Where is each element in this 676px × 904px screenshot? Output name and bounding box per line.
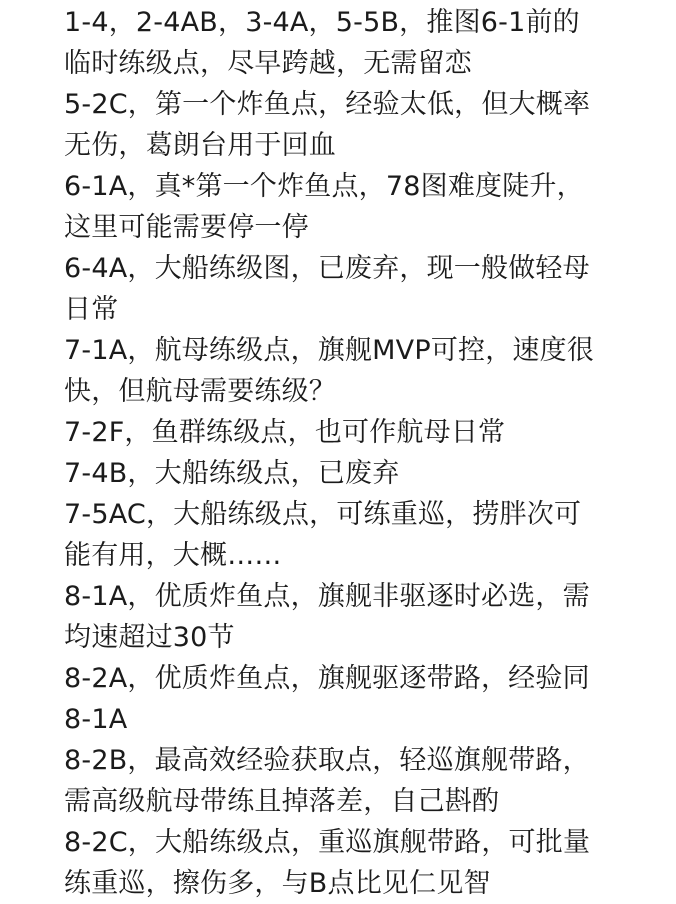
text-line: 临时练级点，尽早跨越，无需留恋 xyxy=(64,48,472,79)
text-line: 快，但航母需要练级？ xyxy=(64,376,336,407)
text-document xyxy=(64,2,670,904)
text-line: 5-2C，第一个炸鱼点，经验太低，但大概率 xyxy=(64,89,591,120)
text-line: 7-5AC，大船练级点，可练重巡，捞胖次可 xyxy=(64,499,582,530)
text-line: 7-4B，大船练级点，已废弃 xyxy=(64,458,400,489)
text-line: 日常 xyxy=(64,294,119,325)
text-line: 无伤，葛朗台用于回血 xyxy=(64,130,336,161)
text-line: 练重巡，擦伤多，与B点比见仁见智 xyxy=(64,868,491,899)
text-line: 这里可能需要停一停 xyxy=(64,212,309,243)
text-line: 8-1A xyxy=(64,704,128,735)
text-line: 8-2C，大船练级点，重巡旗舰带路，可批量 xyxy=(64,827,591,858)
text-line: 需高级航母带练且掉落差，自己斟酌 xyxy=(64,786,500,817)
text-line: 6-1A，真*第一个炸鱼点，78图难度陡升， xyxy=(64,171,584,202)
text-line: 8-2B，最高效经验获取点，轻巡旗舰带路， xyxy=(64,745,590,776)
text-line: 8-1A，优质炸鱼点，旗舰非驱逐时必选，需 xyxy=(64,581,590,612)
text-line: 均速超过30节 xyxy=(64,622,235,653)
text-line: 7-2F，鱼群练级点，也可作航母日常 xyxy=(64,417,506,448)
text-line: 6-4A，大船练级图，已废弃，现一般做轻母 xyxy=(64,253,590,284)
text-line: 8-2A，优质炸鱼点，旗舰驱逐带路，经验同 xyxy=(64,663,590,694)
text-line: 1-4，2-4AB，3-4A，5-5B，推图6-1前的 xyxy=(64,7,580,38)
text-line: 7-1A，航母练级点，旗舰MVP可控，速度很 xyxy=(64,335,595,366)
text-line: 能有用，大概…… xyxy=(64,540,282,571)
